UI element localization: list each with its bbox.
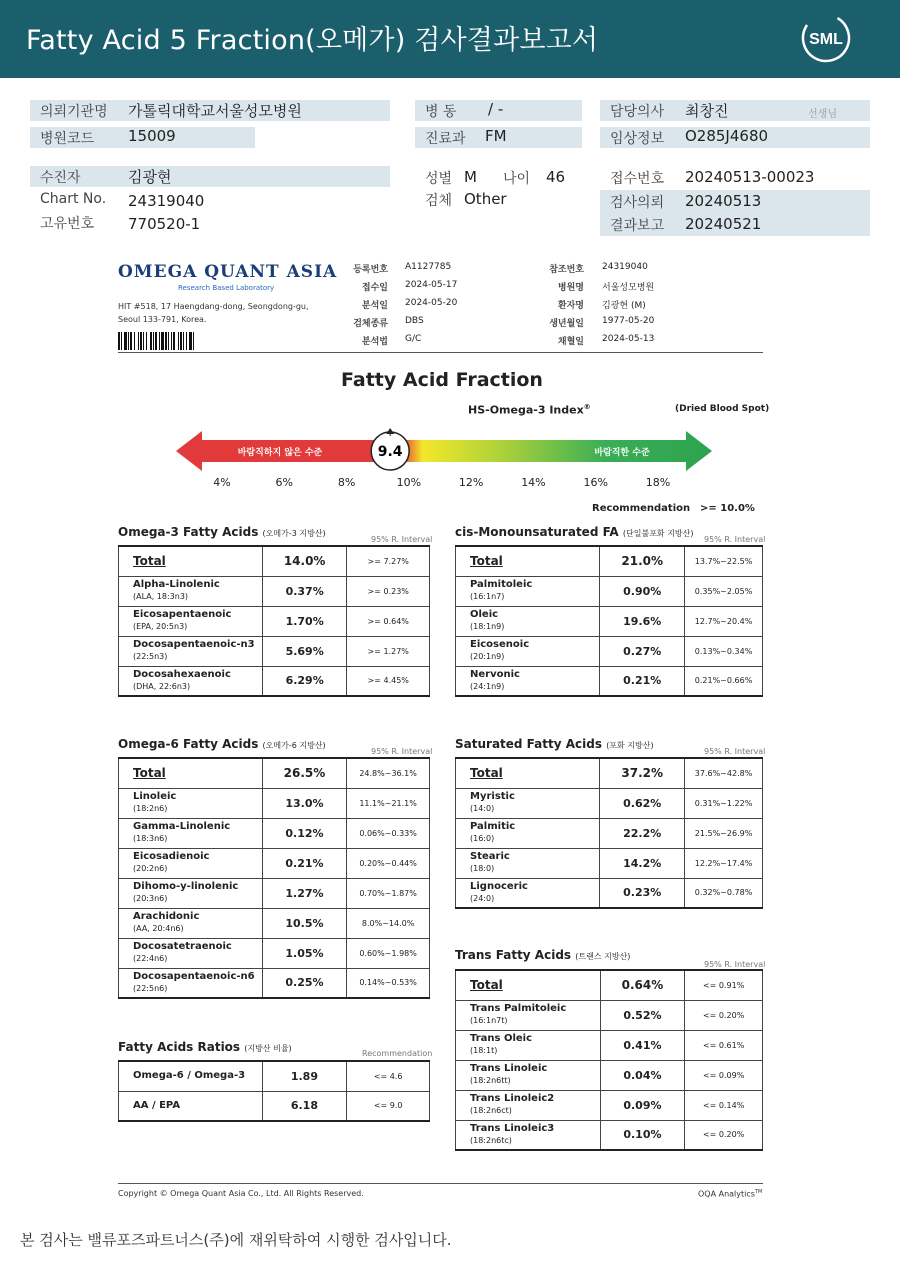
doctor-value: 최창진: [685, 102, 729, 120]
fatty-acid-value: 14.0%: [262, 546, 347, 576]
uid-value: 770520-1: [128, 215, 201, 233]
table-row: [456, 1060, 763, 1090]
trans-table: [455, 969, 763, 1151]
recommendation-value: >= 10.0%: [700, 503, 755, 514]
fatty-acid-value: 0.21%: [600, 666, 685, 696]
fatty-acid-value: 26.5%: [262, 758, 346, 788]
fatty-acid-name: Dihomo-y-linolenic (20:3n6): [119, 878, 263, 908]
fatty-acid-name: Palmitic (16:0): [456, 818, 600, 848]
table-row: [119, 546, 430, 576]
reference-range: <= 0.20%: [685, 1120, 763, 1150]
fatty-acid-name: Trans Linoleic2 (18:2n6ct): [456, 1090, 601, 1120]
lab-meta-value: 김광현 (M): [602, 301, 646, 311]
reference-range: <= 4.6: [347, 1061, 430, 1091]
table-row: [456, 818, 763, 848]
fatty-acid-name: Gamma-Linolenic (18:3n6): [119, 818, 263, 848]
age-value: 46: [546, 168, 566, 186]
good-zone-label: 바람직한 수준: [594, 448, 650, 458]
specimen-label: 검체: [425, 193, 453, 209]
ratios-rec-label: Recommendation: [362, 1049, 433, 1058]
table-row: [456, 758, 763, 788]
gauge-tick-label: 4%: [213, 476, 231, 489]
clinical-label: 임상정보: [610, 131, 665, 147]
fatty-acid-value: 5.69%: [262, 636, 347, 666]
dept-label: 진료과: [425, 131, 466, 147]
lab-meta-value: DBS: [405, 316, 424, 326]
table-row: [456, 1120, 763, 1150]
request-label: 검사의뢰: [610, 195, 665, 211]
lab-divider: [118, 352, 763, 353]
lab-meta-value: 2024-05-17: [405, 280, 458, 290]
lab-meta-label: 분석법: [361, 337, 388, 347]
fatty-acid-name: Eicosenoic (20:1n9): [456, 636, 600, 666]
reference-range: 12.7%~20.4%: [685, 606, 763, 636]
lab-meta-label: 분석일: [361, 301, 388, 311]
reference-range: >= 1.27%: [347, 636, 430, 666]
table-row: [456, 1000, 763, 1030]
report-header: [0, 0, 900, 78]
report-value: 20240521: [685, 215, 762, 233]
reference-range: 0.20%~0.44%: [347, 848, 430, 878]
fatty-acid-name: Myristic (14:0): [456, 788, 600, 818]
sex-value: M: [464, 168, 477, 186]
reference-range: 12.2%~17.4%: [685, 848, 763, 878]
table-row: [119, 1091, 430, 1121]
table-row: [119, 1061, 430, 1091]
omega3-title: Omega-3 Fatty Acids (오메가-3 지방산): [118, 525, 326, 539]
table-row: [119, 666, 430, 696]
table-row: [456, 1030, 763, 1060]
fatty-acid-value: 1.27%: [262, 878, 346, 908]
lab-meta-label: 접수일: [361, 283, 388, 293]
fatty-acid-value: 13.0%: [262, 788, 346, 818]
gauge-tick-label: 18%: [645, 476, 671, 489]
fatty-acid-value: 0.27%: [600, 636, 685, 666]
reference-range: 0.13%~0.34%: [685, 636, 763, 666]
fatty-acid-value: 0.64%: [600, 970, 685, 1000]
fatty-acid-value: 37.2%: [600, 758, 685, 788]
fatty-acid-name: Trans Oleic (18:1t): [456, 1030, 601, 1060]
fatty-acid-name: Total: [456, 546, 600, 576]
table-row: [119, 606, 430, 636]
gauge-tick-label: 6%: [275, 476, 293, 489]
lab-meta-value: 2024-05-20: [405, 298, 458, 308]
oqa-brand: OQA Analytics™: [698, 1189, 763, 1199]
table-row: [119, 968, 430, 998]
gauge-tick-label: 14%: [521, 476, 546, 489]
fatty-acid-value: 0.25%: [262, 968, 346, 998]
fatty-acid-name: Omega-6 / Omega-3: [119, 1061, 263, 1091]
code-value: 15009: [128, 127, 176, 145]
ward-value: / -: [488, 100, 504, 118]
doctor-label: 담당의사: [610, 104, 665, 120]
fatty-acid-name: Total: [119, 758, 263, 788]
fatty-acid-name: Docosapentaenoic-n3 (22:5n3): [119, 636, 263, 666]
fatty-acid-value: 0.62%: [600, 788, 685, 818]
fatty-acid-name: Total: [119, 546, 263, 576]
reference-range: 0.60%~1.98%: [347, 938, 430, 968]
specimen-value: Other: [464, 190, 507, 208]
fatty-acid-name: Oleic (18:1n9): [456, 606, 600, 636]
fatty-acid-value: 14.2%: [600, 848, 685, 878]
chart-label: Chart No.: [40, 191, 107, 207]
fatty-acid-name: Alpha-Linolenic (ALA, 18:3n3): [119, 576, 263, 606]
reference-range: 0.31%~1.22%: [685, 788, 763, 818]
reference-range: <= 0.14%: [685, 1090, 763, 1120]
lab-meta-label: 등록번호: [353, 265, 388, 275]
reference-range: <= 0.91%: [685, 970, 763, 1000]
code-label: 병원코드: [40, 131, 95, 147]
fatty-acid-name: Trans Linoleic3 (18:2n6tc): [456, 1120, 601, 1150]
table-row: [456, 848, 763, 878]
fatty-acid-value: 0.90%: [600, 576, 685, 606]
fatty-acid-value: 0.12%: [262, 818, 346, 848]
omega3-index-gauge: [176, 426, 712, 476]
copyright: Copyright © Omega Quant Asia Co., Ltd. All Rights Reserved.: [118, 1189, 364, 1198]
fatty-acid-name: Total: [456, 970, 601, 1000]
fatty-acid-value: 22.2%: [600, 818, 685, 848]
reference-range: 13.7%~22.5%: [685, 546, 763, 576]
table-row: [456, 606, 763, 636]
requester-value: 가톨릭대학교서울성모병원: [128, 102, 302, 120]
reference-range: 8.0%~14.0%: [347, 908, 430, 938]
trans-ri-label: 95% R. Interval: [704, 960, 766, 969]
gauge-tick-label: 12%: [458, 476, 484, 489]
fatty-acid-name: Docosahexaenoic (DHA, 22:6n3): [119, 666, 263, 696]
patient-bar: [30, 166, 390, 187]
lab-meta-value: A1127785: [405, 262, 452, 272]
fatty-acid-name: Lignoceric (24:0): [456, 878, 600, 908]
fatty-acid-value: 0.21%: [262, 848, 346, 878]
table-row: [456, 666, 763, 696]
fatty-acid-value: 0.04%: [600, 1060, 685, 1090]
gauge-tick-label: 10%: [396, 476, 422, 489]
reference-range: <= 0.61%: [685, 1030, 763, 1060]
report-label: 결과보고: [610, 218, 665, 234]
ward-label: 병 동: [425, 104, 457, 120]
reference-range: <= 0.20%: [685, 1000, 763, 1030]
sml-logo-icon: [800, 12, 852, 64]
fatty-acid-value: 0.37%: [262, 576, 347, 606]
table-row: [456, 636, 763, 666]
table-row: [119, 848, 430, 878]
fatty-acid-name: Palmitoleic (16:1n7): [456, 576, 600, 606]
lab-meta-label: 병원명: [557, 283, 584, 293]
receipt-label: 접수번호: [610, 171, 665, 187]
fatty-acid-value: 0.41%: [600, 1030, 685, 1060]
lab-address-2: Seoul 133-791, Korea.: [118, 315, 207, 324]
dept-value: FM: [485, 127, 507, 145]
table-row: [456, 1090, 763, 1120]
table-row: [456, 970, 763, 1000]
reference-range: 0.32%~0.78%: [685, 878, 763, 908]
fatty-acid-name: Eicosadienoic (20:2n6): [119, 848, 263, 878]
lab-address-1: HIT #518, 17 Haengdang-dong, Seongdong-gu,: [118, 302, 309, 311]
table-row: [119, 818, 430, 848]
lab-meta-value: 1977-05-20: [602, 316, 655, 326]
reference-range: >= 0.23%: [347, 576, 430, 606]
fatty-acid-name: Nervonic (24:1n9): [456, 666, 600, 696]
fatty-acid-value: 19.6%: [600, 606, 685, 636]
lab-meta-value: G/C: [405, 334, 422, 344]
lab-meta-label: 검체종류: [353, 319, 388, 329]
fatty-acid-value: 0.52%: [600, 1000, 685, 1030]
requester-label: 의뢰기관명: [40, 104, 108, 120]
omega3-ri-label: 95% R. Interval: [371, 535, 433, 544]
fatty-acid-value: 0.10%: [600, 1120, 685, 1150]
sample-label: (Dried Blood Spot): [675, 404, 770, 414]
reference-range: 0.70%~1.87%: [347, 878, 430, 908]
sex-label: 성별: [425, 171, 453, 187]
fatty-acid-name: Eicosapentaenoic (EPA, 20:5n3): [119, 606, 263, 636]
fatty-acid-value: 6.18: [262, 1091, 347, 1121]
reference-range: >= 4.45%: [347, 666, 430, 696]
patient-label: 수진자: [40, 170, 81, 186]
lab-meta-label: 생년월일: [549, 319, 584, 329]
lab-meta-value: 2024-05-13: [602, 334, 655, 344]
doctor-suffix: 선생님: [808, 109, 837, 120]
fatty-acid-value: 0.09%: [600, 1090, 685, 1120]
chart-value: 24319040: [128, 192, 205, 210]
gauge-tick-label: 8%: [337, 476, 356, 489]
reference-range: 11.1%~21.1%: [347, 788, 430, 818]
barcode-icon: [118, 332, 240, 350]
oqa-logo: OMEGA QUANT ASIA: [118, 262, 338, 282]
trans-title: Trans Fatty Acids (트랜스 지방산): [455, 948, 631, 962]
sfa-title: Saturated Fatty Acids (포화 지방산): [455, 737, 654, 751]
request-value: 20240513: [685, 192, 762, 210]
mufa-table: [455, 545, 763, 697]
reference-range: 37.6%~42.8%: [685, 758, 763, 788]
fatty-acid-value: 6.29%: [262, 666, 347, 696]
fatty-acid-name: Stearic (18:0): [456, 848, 600, 878]
ratios-table: [118, 1060, 430, 1122]
table-row: [456, 576, 763, 606]
reference-range: 0.35%~2.05%: [685, 576, 763, 606]
omega3-table: [118, 545, 430, 697]
table-row: [119, 908, 430, 938]
svg-text:SML: SML: [809, 31, 843, 48]
lab-meta-value: 서울성모병원: [602, 283, 655, 293]
lab-meta-value: 24319040: [602, 262, 648, 272]
reference-range: >= 0.64%: [347, 606, 430, 636]
uid-label: 고유번호: [40, 216, 95, 232]
omega6-table: [118, 757, 430, 999]
gauge-title: Fatty Acid Fraction: [341, 369, 543, 391]
table-row: [456, 788, 763, 818]
lab-tagline: Research Based Laboratory: [178, 284, 275, 292]
sfa-ri-label: 95% R. Interval: [704, 747, 766, 756]
mufa-ri-label: 95% R. Interval: [704, 535, 766, 544]
fatty-acid-value: 0.23%: [600, 878, 685, 908]
reference-range: 0.06%~0.33%: [347, 818, 430, 848]
age-label: 나이: [503, 171, 531, 187]
omega6-ri-label: 95% R. Interval: [371, 747, 433, 756]
index-label: HS-Omega-3 Index®: [468, 403, 591, 417]
table-row: [456, 878, 763, 908]
reference-range: <= 9.0: [347, 1091, 430, 1121]
lab-meta-label: 환자명: [557, 301, 584, 311]
table-row: [119, 788, 430, 818]
gauge-value: 9.4: [377, 444, 403, 460]
footer-divider: [118, 1183, 763, 1184]
lab-meta-label: 참조번호: [549, 265, 584, 275]
receipt-value: 20240513-00023: [685, 168, 815, 186]
gauge-tick-label: 16%: [583, 476, 608, 489]
reference-range: 24.8%~36.1%: [347, 758, 430, 788]
lab-meta-label: 채혈일: [557, 337, 584, 347]
fatty-acid-name: Docosapentaenoic-n6 (22:5n6): [119, 968, 263, 998]
clinical-value: O285J4680: [685, 127, 769, 145]
sfa-table: [455, 757, 763, 909]
fatty-acid-name: Trans Palmitoleic (16:1n7t): [456, 1000, 601, 1030]
reference-range: >= 7.27%: [347, 546, 430, 576]
reference-range: 0.14%~0.53%: [347, 968, 430, 998]
reference-range: 21.5%~26.9%: [685, 818, 763, 848]
fatty-acid-name: Total: [456, 758, 600, 788]
mufa-title: cis-Monounsaturated FA (단일불포화 지방산): [455, 525, 694, 539]
fatty-acid-name: Docosatetraenoic (22:4n6): [119, 938, 263, 968]
patient-value: 김광현: [128, 168, 172, 186]
omega6-title: Omega-6 Fatty Acids (오메가-6 지방산): [118, 737, 326, 751]
table-row: [119, 576, 430, 606]
fatty-acid-name: Trans Linoleic (18:2n6tt): [456, 1060, 601, 1090]
footer-note: 본 검사는 밸류포즈파트너스(주)에 재위탁하여 시행한 검사입니다.: [20, 1231, 452, 1249]
fatty-acid-name: AA / EPA: [119, 1091, 263, 1121]
fatty-acid-value: 1.89: [262, 1061, 347, 1091]
fatty-acid-value: 1.05%: [262, 938, 346, 968]
fatty-acid-value: 1.70%: [262, 606, 347, 636]
table-row: [119, 878, 430, 908]
table-row: [119, 758, 430, 788]
recommendation-label: Recommendation: [592, 503, 691, 514]
fatty-acid-name: Linoleic (18:2n6): [119, 788, 263, 818]
table-row: [456, 546, 763, 576]
fatty-acid-value: 10.5%: [262, 908, 346, 938]
reference-range: 0.21%~0.66%: [685, 666, 763, 696]
fatty-acid-value: 21.0%: [600, 546, 685, 576]
reference-range: <= 0.09%: [685, 1060, 763, 1090]
gauge-marker: [371, 428, 409, 470]
table-row: [119, 636, 430, 666]
report-title: Fatty Acid 5 Fraction(오메가) 검사결과보고서: [26, 25, 599, 56]
fatty-acid-name: Arachidonic (AA, 20:4n6): [119, 908, 263, 938]
bad-zone-label: 바람직하지 않은 수준: [237, 448, 323, 458]
ratios-title: Fatty Acids Ratios (지방산 비율): [118, 1040, 292, 1054]
table-row: [119, 938, 430, 968]
